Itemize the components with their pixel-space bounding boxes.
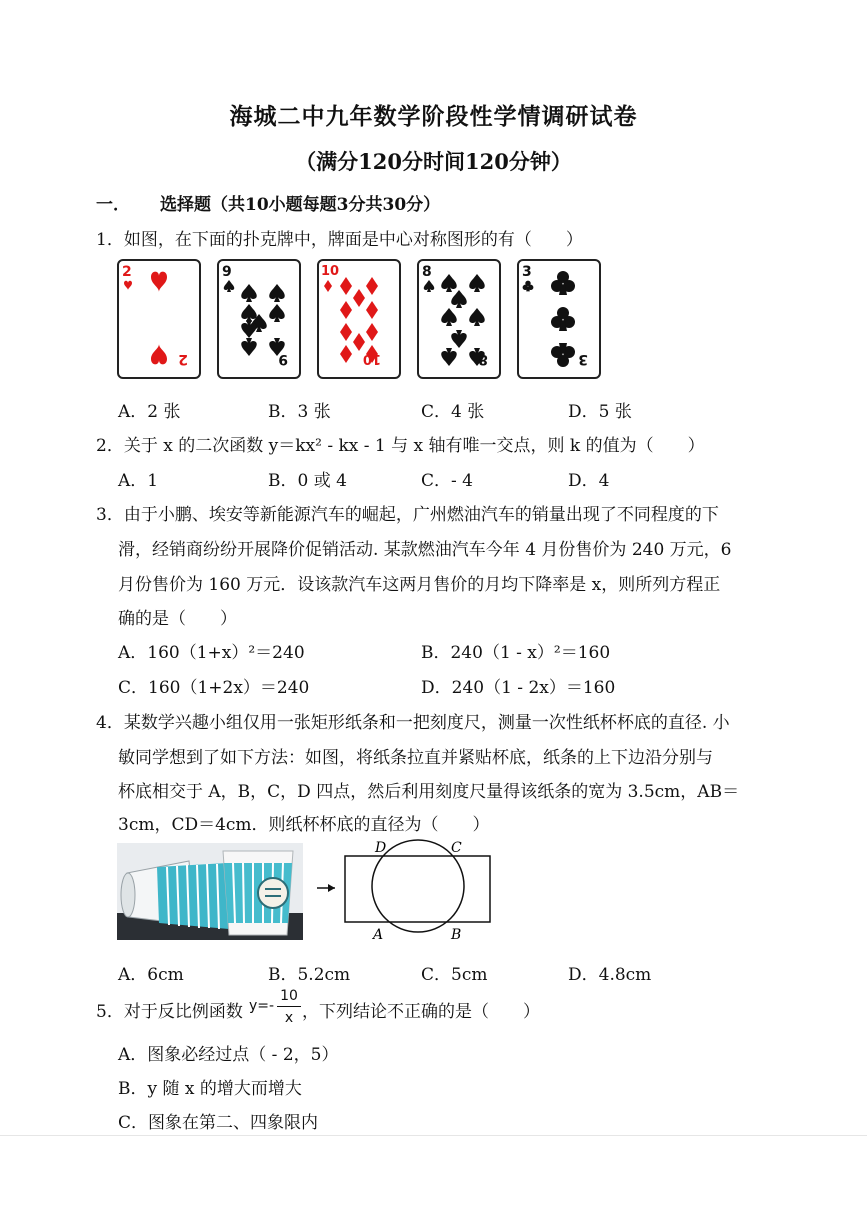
q4-option-b: B．5.2cm xyxy=(268,965,351,985)
question-5-stem-prefix: 5．对于反比例函数 xyxy=(96,1002,243,1022)
q1-option-c: C．4 张 xyxy=(421,402,485,422)
playing-card-2-hearts xyxy=(117,259,201,379)
q4-option-d: D．4.8cm xyxy=(568,965,652,985)
circle-strip-diagram xyxy=(313,836,503,946)
question-5-stem-suffix: ，下列结论不正确的是（ ） xyxy=(302,1002,540,1022)
playing-card-3-clubs xyxy=(517,259,601,379)
playing-card-8-spades xyxy=(417,259,501,379)
q3-option-a: A．160（1+x）²＝240 xyxy=(118,643,305,663)
card-rank: 3 xyxy=(522,264,532,280)
question-4-line-2: 敏同学想到了如下方法：如图，将纸条拉直并紧贴杯底，纸条的上下边沿分别与 xyxy=(118,748,713,768)
card-rank: 8 xyxy=(422,264,432,280)
q3-option-d: D．240（1 - 2x）＝160 xyxy=(421,678,616,698)
q5-option-b: B．y 随 x 的增大而增大 xyxy=(118,1079,302,1099)
q2-option-b: B．0 或 4 xyxy=(268,471,347,491)
spades-icon xyxy=(419,261,499,377)
page-bottom-divider xyxy=(0,1135,867,1136)
card-rank: 10 xyxy=(321,264,340,279)
q1-option-d: D．5 张 xyxy=(568,402,632,422)
card-rank: 2 xyxy=(122,264,132,280)
section-number: 一． xyxy=(96,195,130,215)
svg-text:10: 10 xyxy=(362,351,381,366)
question-3-line-1: 3．由于小鹏、埃安等新能源汽车的崛起，广州燃油汽车的销量出现了不同程度的下 xyxy=(96,505,719,525)
paper-cups-photo xyxy=(117,843,303,940)
svg-text:9: 9 xyxy=(278,351,288,367)
playing-card-10-diamonds xyxy=(317,259,401,379)
label-d: D xyxy=(375,840,387,856)
q2-option-a: A．1 xyxy=(118,471,159,491)
question-2-stem: 2．关于 x 的二次函数 y＝kx² - kx - 1 与 x 轴有唯一交点，则 k 的值为（ ） xyxy=(96,436,705,456)
q1-option-b: B．3 张 xyxy=(268,402,331,422)
q3-option-c: C．160（1+2x）＝240 xyxy=(118,678,310,698)
label-c: C xyxy=(451,840,462,856)
spades-icon xyxy=(219,261,299,377)
clubs-icon xyxy=(519,261,599,377)
fraction-denominator: x xyxy=(284,1010,294,1026)
arrow-right-icon xyxy=(328,884,335,892)
playing-card-9-spades xyxy=(217,259,301,379)
label-b: B xyxy=(451,927,462,943)
svg-text:3: 3 xyxy=(578,351,588,367)
question-4-line-4: 3cm，CD＝4cm．则纸杯杯底的直径为（ ） xyxy=(118,815,490,835)
q5-option-c: C．图象在第二、四象限内 xyxy=(118,1113,319,1133)
q3-option-b: B．240（1 - x）²＝160 xyxy=(421,643,611,663)
function-lhs: y=- xyxy=(249,998,275,1014)
fraction-bar xyxy=(277,1006,301,1007)
q4-option-c: C．5cm xyxy=(421,965,488,985)
question-4-line-1: 4．某数学兴趣小组仅用一张矩形纸条和一把刻度尺，测量一次性纸杯杯底的直径. 小 xyxy=(96,713,730,733)
q5-option-a: A．图象必经过点（ - 2，5） xyxy=(118,1045,339,1065)
svg-text:8: 8 xyxy=(478,351,488,367)
diamonds-icon xyxy=(319,261,399,377)
question-4-line-3: 杯底相交于 A，B，C，D 四点，然后利用刻度尺量得该纸条的宽为 3.5cm，AB＝ xyxy=(118,782,740,802)
card-rank: 9 xyxy=(222,264,232,280)
page-subtitle: （满分120分时间120分钟） xyxy=(295,149,572,174)
fraction-numerator: 10 xyxy=(280,988,298,1004)
q2-option-d: D．4 xyxy=(568,471,610,491)
page-title: 海城二中九年数学阶段性学情调研试卷 xyxy=(229,103,638,130)
q1-option-a: A．2 张 xyxy=(118,402,181,422)
question-3-line-2: 滑，经销商纷纷开展降价促销活动. 某款燃油汽车今年 4 月份售价为 240 万元，6 xyxy=(118,540,732,560)
question-1-stem: 1．如图，在下面的扑克牌中，牌面是中心对称图形的有（ ） xyxy=(96,230,583,250)
hearts-icon xyxy=(119,261,199,377)
question-3-line-3: 月份售价为 160 万元．设该款汽车这两月售价的月均下降率是 x，则所列方程正 xyxy=(118,575,721,595)
question-3-line-4: 确的是（ ） xyxy=(118,609,237,629)
section-heading: 选择题（共10小题每题3分共30分） xyxy=(160,195,441,215)
label-a: A xyxy=(373,927,384,943)
q4-option-a: A．6cm xyxy=(118,965,184,985)
q2-option-c: C．- 4 xyxy=(421,471,473,491)
svg-text:2: 2 xyxy=(178,351,188,367)
